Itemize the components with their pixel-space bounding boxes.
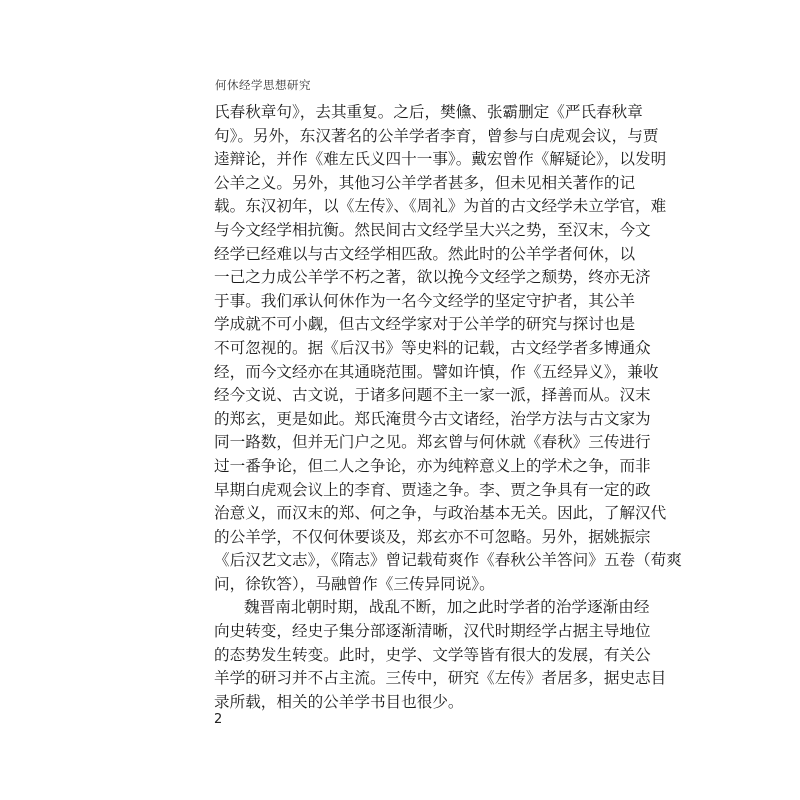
text-line: 向史转变，经史子集分部逐渐清晰，汉代时期经学占据主导地位 bbox=[214, 622, 651, 641]
paragraph bbox=[214, 101, 682, 596]
text-line: 录所载，相关的公羊学书目也很少。 bbox=[214, 692, 464, 711]
text-line: 逵辩论，并作《难左氏义四十一事》。戴宏曾作《解疑论》，以发明 bbox=[214, 150, 667, 169]
text-line: 载。东汉初年，以《左传》、《周礼》为首的古文经学未立学官，难 bbox=[214, 197, 667, 216]
paragraph bbox=[214, 596, 667, 714]
text-line: 不可忽视的。据《后汉书》等史料的记载，古文经学者多博通众 bbox=[214, 338, 651, 357]
text-line: 早期白虎观会议上的李育、贾逵之争。李、贾之争具有一定的政 bbox=[214, 480, 651, 499]
text-line: 《后汉艺文志》，《隋志》曾记载荀爽作《春秋公羊答问》五卷（荀爽 bbox=[214, 551, 682, 570]
page-number: 2 bbox=[214, 712, 223, 727]
text-line: 羊学的研习并不占主流。三传中，研究《左传》者居多，据史志目 bbox=[214, 669, 667, 688]
text-line: 经学已经难以与古文经学相匹敌。然此时的公羊学者何休，以 bbox=[214, 244, 636, 263]
text-line: 同一路数，但并无门户之见。郑玄曾与何休就《春秋》三传进行 bbox=[214, 433, 651, 452]
text-line: 与今文经学相抗衡。然民间古文经学呈大兴之势，至汉末，今文 bbox=[214, 220, 651, 239]
text-line: 句》。另外，东汉著名的公羊学者李育，曾参与白虎观会议，与贾 bbox=[214, 126, 659, 145]
text-line: 魏晋南北朝时期，战乱不断，加之此时学者的治学逐渐由经 bbox=[244, 598, 650, 617]
text-line: 经，而今文经亦在其通晓范围。譬如许慎，作《五经异义》，兼收 bbox=[214, 362, 659, 381]
text-line: 的郑玄，更是如此。郑氏淹贯今古文诸经，治学方法与古文家为 bbox=[214, 409, 651, 428]
text-line: 的态势发生转变。此时，史学、文学等皆有很大的发展，有关公 bbox=[214, 645, 651, 664]
text-line: 问，徐钦答），马融曾作《三传异同说》。 bbox=[214, 574, 495, 593]
text-line: 的公羊学，不仅何休要谈及，郑玄亦不可忽略。另外，据姚振宗 bbox=[214, 527, 651, 546]
text-line: 治意义，而汉末的郑、何之争，与政治基本无关。因此，了解汉代 bbox=[214, 504, 667, 523]
text-line: 公羊之义。另外，其他习公羊学者甚多，但未见相关著作的记 bbox=[214, 173, 636, 192]
text-line: 于事。我们承认何休作为一名今文经学的坚定守护者，其公羊 bbox=[214, 291, 636, 310]
text-line: 氏春秋章句》，去其重复。之后，樊儵、张霸删定《严氏春秋章 bbox=[214, 103, 643, 121]
text-line: 经今文说、古文说，于诸多问题不主一家一派，择善而从。汉末 bbox=[214, 386, 651, 405]
text-line: 过一番争论，但二人之争论，亦为纯粹意义上的学术之争，而非 bbox=[214, 456, 651, 475]
body-text bbox=[214, 101, 682, 714]
text-line: 一己之力成公羊学不朽之著，欲以挽今文经学之颓势，终亦无济 bbox=[214, 268, 651, 287]
text-line: 学成就不可小觑，但古文经学家对于公羊学的研究与探讨也是 bbox=[214, 315, 636, 334]
running-head: 何休经学思想研究 bbox=[215, 78, 311, 92]
